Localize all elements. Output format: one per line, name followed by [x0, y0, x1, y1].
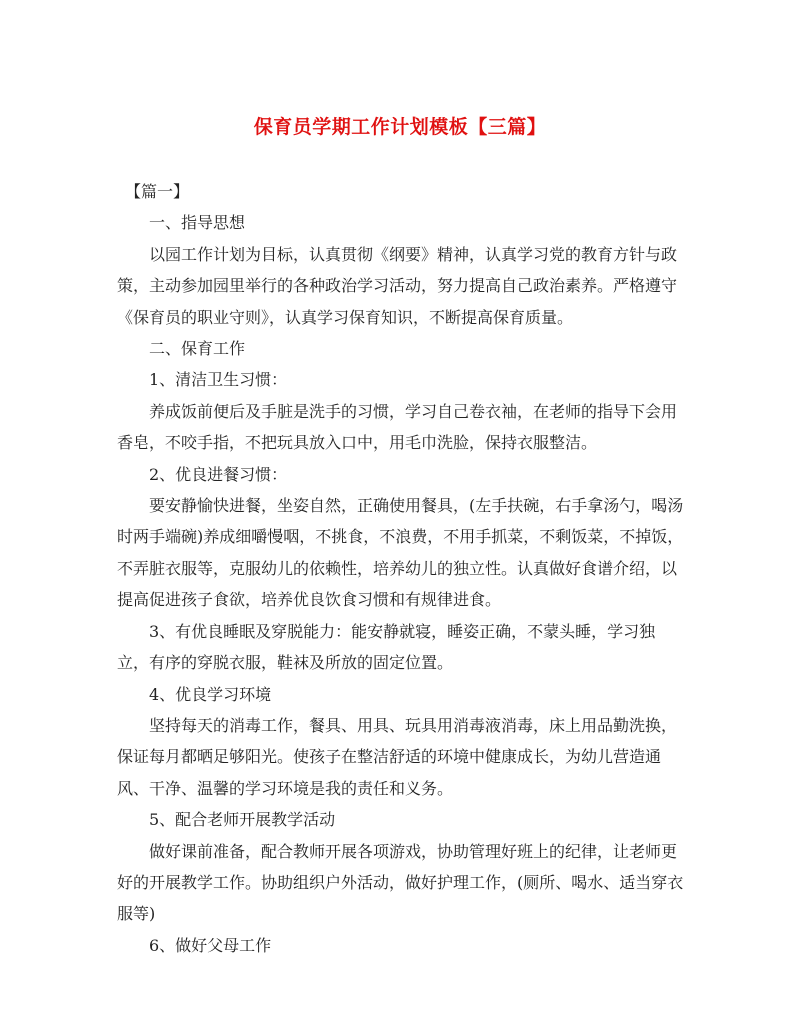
item-dining-heading: 2、优良进餐习惯： [149, 464, 288, 484]
document-title: 保育员学期工作计划模板【三篇】 [253, 116, 547, 138]
section-mark: 【篇一】 [125, 182, 190, 201]
item-parents-heading: 6、做好父母工作 [149, 935, 272, 955]
item-hygiene-text: 养成饭前便后及手脏是洗手的习惯，学习自己卷衣袖，在老师的指导下会用香皂，不咬手指，不把玩具放入口中，用毛巾洗脸，保持衣服整洁。 [117, 401, 678, 453]
item-dining-text: 要安静愉快进餐，坐姿自然，正确使用餐具，(左手扶碗，右手拿汤勺，喝汤时两手端碗)养成细嚼慢咽，不挑食，不浪费，不用手抓菜，不剩饭菜，不掉饭，不弄脏衣服等，克服幼儿的依赖性，培养幼儿的独立性。认真做好食谱介绍，以提高促进孩子食欲，培养优良饮食习惯和有规律进食。 [117, 496, 684, 610]
item-environment-heading: 4、优良学习环境 [149, 684, 272, 704]
heading-care-work: 二、保育工作 [149, 339, 246, 359]
item-sleep-text: 3、有优良睡眠及穿脱能力：能安静就寝，睡姿正确，不蒙头睡，学习独立，有序的穿脱衣服，鞋袜及所放的固定位置。 [117, 621, 656, 673]
item-teaching-heading: 5、配合老师开展教学活动 [149, 810, 336, 830]
heading-guiding-thought: 一、指导思想 [149, 213, 246, 233]
item-environment-text: 坚持每天的消毒工作，餐具、用具、玩具用消毒液消毒，床上用品勤洗换，保证每月都晒足够阳光。使孩子在整洁舒适的环境中健康成长，为幼儿营造通风、干净、温馨的学习环境是我的责任和义务。 [117, 715, 678, 798]
item-teaching-text: 做好课前准备，配合教师开展各项游戏，协助管理好班上的纪律，让老师更好的开展教学工作。协助组织户外活动，做好护理工作，(厕所、喝水、适当穿衣服等) [117, 841, 684, 924]
item-hygiene-heading: 1、清洁卫生习惯： [149, 370, 288, 390]
paragraph-guiding-thought: 以园工作计划为目标，认真贯彻《纲要》精神，认真学习党的教育方针与政策，主动参加园里举行的各种政治学习活动，努力提高自己政治素养。严格遵守《保育员的职业守则》，认真学习保育知识，不断提高保育质量。 [117, 244, 678, 327]
document-body [117, 176, 687, 961]
